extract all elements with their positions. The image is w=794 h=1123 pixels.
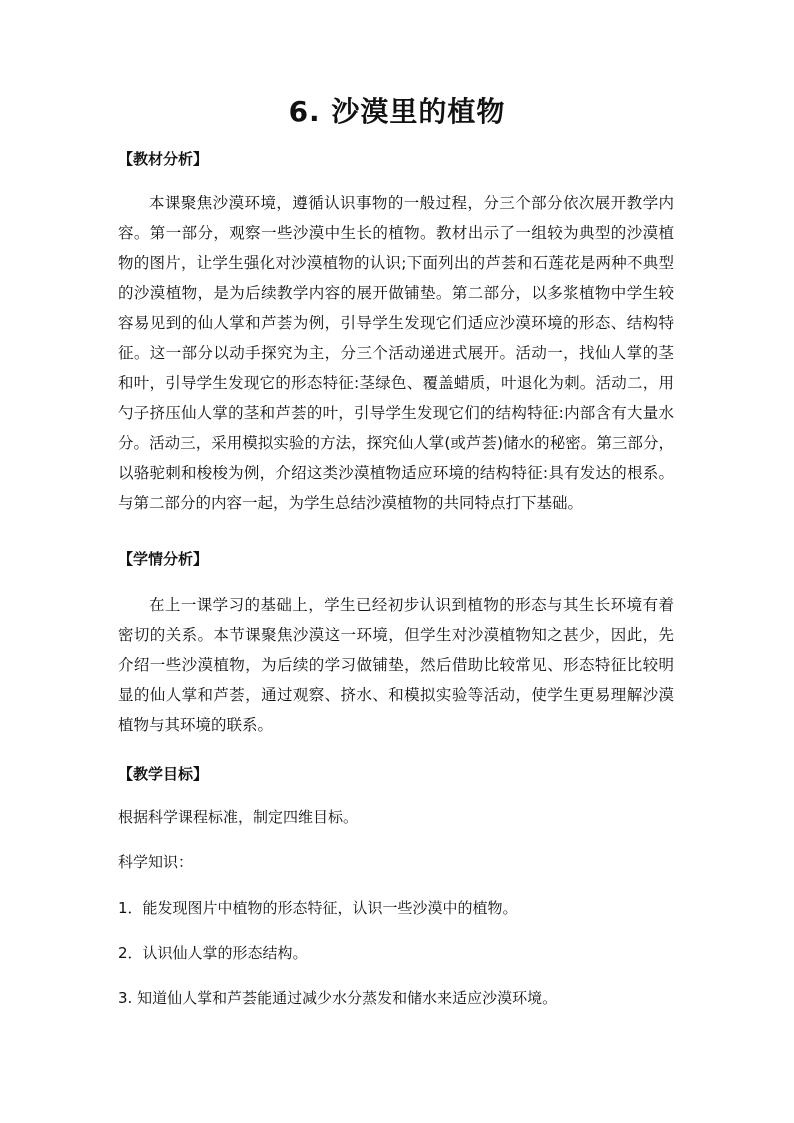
section-heading-teaching-goals: 【教学目标】: [118, 765, 209, 783]
goal-item-2: 2．认识仙人掌的形态结构。: [118, 944, 308, 962]
goal-intro-line: 根据科学课程标准，制定四维目标。: [118, 808, 359, 826]
goal-item-1: 1．能发现图片中植物的形态特征，认识一些沙漠中的植物。: [118, 899, 518, 917]
learner-analysis-paragraph: 在上一课学习的基础上，学生已经初步认识到植物的形态与其生长环境有着密切的关系。本节课聚焦沙漠这一环境，但学生对沙漠植物知之甚少，因此，先介绍一些沙漠植物，为后续的学习做铺垫，然后借助比较常见、形态特征比较明显的仙人掌和芦荟，通过观察、挤水、和模拟实验等活动，使学生更易理解沙漠植物与其环境的联系。: [118, 596, 674, 734]
textbook-analysis-paragraph: 本课聚焦沙漠环境，遵循认识事物的一般过程，分三个部分依次展开教学内容。第一部分，观察一些沙漠中生长的植物。教材出示了一组较为典型的沙漠植物的图片，让学生强化对沙漠植物的认识;下面列出的芦荟和石莲花是两种不典型的沙漠植物，是为后续教学内容的展开做铺垫。第二部分，以多浆植物中学生较容易见到的仙人掌和芦荟为例，引导学生发现它们适应沙漠环境的形态、结构特征。这一部分以动手探究为主，分三个活动递进式展开。活动一，找仙人掌的茎和叶，引导学生发现它的形态特征:茎绿色、覆盖蜡质，叶退化为刺。活动二，用勺子挤压仙人掌的茎和芦荟的叶，引导学生发现它们的结构特征:内部含有大量水分。活动三，采用模拟实验的方法，探究仙人掌(或芦荟)储水的秘密。第三部分，以骆驼刺和梭梭为例，介绍这类沙漠植物适应环境的结构特征:具有发达的根系。与第二部分的内容一起，为学生总结沙漠植物的共同特点打下基础。: [118, 194, 674, 512]
goal-science-knowledge-label: 科学知识：: [118, 853, 194, 871]
section-heading-textbook-analysis: 【教材分析】: [118, 150, 209, 168]
document-title: 6. 沙漠里的植物: [288, 95, 506, 128]
section-heading-learner-analysis: 【学情分析】: [118, 550, 209, 568]
goal-item-3: 3. 知道仙人掌和芦荟能通过减少水分蒸发和储水来适应沙漠环境。: [118, 989, 558, 1007]
